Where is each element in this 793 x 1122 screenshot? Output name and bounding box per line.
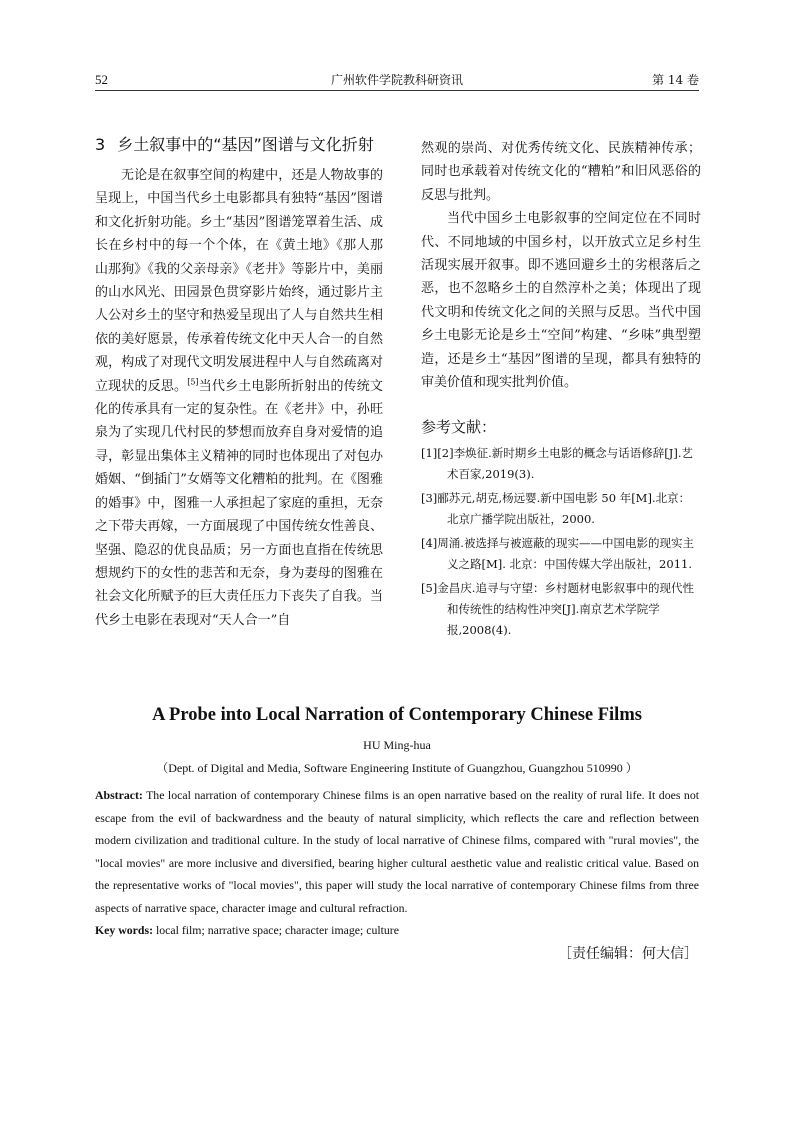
references-heading: 参考文献： xyxy=(421,418,497,437)
editor-note: ［责任编辑：何大信］ xyxy=(558,946,698,962)
reference-item: [5]金昌庆.追寻与守望：乡村题材电影叙事中的现代性和传统性的结构性冲突[J].南京艺术学院学报,2008(4). xyxy=(421,581,694,638)
reference-item: [3]郦苏元,胡克,杨远婴.新中国电影 50 年[M].北京：北京广播学院出版社，2000. xyxy=(421,491,691,527)
paragraph-tail: 当代乡土电影所折射出的传统文化的传承具有一定的复杂性。在 xyxy=(95,378,383,418)
journal-name: 广州软件学院教科研资讯 xyxy=(330,73,463,87)
reference-item: [4]周涌.被选择与被遮蔽的现实——中国电影的现实主义之路[M]. 北京：中国传媒大学出版社，2011. xyxy=(421,536,694,572)
reference-item: [1][2]李焕征.新时期乡土电影的概念与话语修辞[J].艺术百家,2019(3). xyxy=(421,446,693,482)
keywords-text: local film; narrative space; character image; culture xyxy=(153,923,399,937)
abstract-label: Abstract: xyxy=(95,788,143,802)
english-abstract xyxy=(95,784,699,919)
english-title: A Probe into Local Narration of Contemporary Chinese Films xyxy=(152,705,642,725)
english-author: HU Ming-hua xyxy=(363,738,431,752)
affiliation-school: Software Engineering Institute of Guangzhou xyxy=(303,761,523,775)
english-keywords xyxy=(95,919,699,942)
volume-label: 第 14 卷 xyxy=(652,73,699,87)
running-header xyxy=(95,68,699,91)
keywords-label: Key words: xyxy=(95,923,153,937)
body-paragraph: 当代中国乡土电影叙事的空间定位在不同时代、不同地域的中国乡村，以开放式立足乡村生活现实展开叙事。即不逃回避乡土的劣根落后之恶，也不忽略乡土的自然淳朴之美；体现出了现代文明和传统文化之间的关照与反思。当代中国乡土电影无论是乡土“空间”构建、“乡味”典型塑造，还是乡土“基因”图谱的呈现，都具有独特的审美价值和现实批判价值。 xyxy=(421,211,701,391)
section-title: 乡土叙事中的“基因”图谱与文化折射 xyxy=(117,135,374,154)
left-column xyxy=(95,132,383,632)
english-abstract-block xyxy=(95,705,699,942)
paragraph-text: 无论是在叙事空间的构建中，还是人物故事的呈现上，中国当代乡土电影都具有独特“基因”图谱和文化折射功能。乡土“基因”图谱笼罩着生活、成长在乡村中的每一个个体，在《黄土地》《那人那山那狗》《我的父亲母亲》《老井》等影片中，美丽的山水风光、田园景色贯穿影片始终，通过影片主人公对乡土的坚守和热爱呈现出了人与自然共生相依的美好愿景，传承着传统文化中天人合一的自然观，构成了对现代文明发展进程中人与自然疏离对立现状的反思。 xyxy=(95,168,383,394)
section-heading xyxy=(95,132,383,158)
body-paragraph xyxy=(95,164,383,632)
section-number: 3 xyxy=(95,135,106,154)
english-affiliation xyxy=(95,759,699,776)
affiliation-dept: （Dept. of Digital and Media, xyxy=(156,761,301,775)
right-column xyxy=(421,137,701,644)
page-number: 52 xyxy=(95,72,108,87)
affiliation-city: , Guangzhou 510990 ） xyxy=(522,761,638,775)
paragraph-continuation: 《老井》中，孙旺泉为了实现几代村民的梦想而放弃自身对爱情的追寻，彰显出集体主义精神的同时也体现出了对包办婚姻、“倒插门”女婿等文化糟粕的批判。在《图雅的婚事》中，图雅一人承担起了家庭的重担，无奈之下带夫再嫁，一方面展现了中国传统女性善良、坚强、隐忍的优良品质；另一方面也直指在传统思想规约下的女性的悲苦和无奈，身为妻母的图雅在社会文化所赋予的巨大责任压力下丧失了自我。当代乡土电影在表现对“天人合一”自 xyxy=(95,402,383,628)
body-paragraph: 然观的崇尚、对优秀传统文化、民族精神传承；同时也承载着对传统文化的“糟粕”和旧风恶俗的反思与批判。 xyxy=(421,141,701,203)
abstract-text: The local narration of contemporary Chinese films is an open narrative based on the reality of rural life. It does not escape from the evil of backwardness and the beauty of natural simplicity, which reflects the care and reflection between modern civilization and traditional culture. In the study of local narrative of Chinese films, compared with "rural movies", the "local movies" are more inclusive and diversified, bearing higher cultural aesthetic value and realistic critical value. Based on the representative works of "local movies", this paper will study the local narrative of contemporary Chinese films from three aspects of narrative space, character image and cultural refraction. xyxy=(95,788,699,915)
citation-mark: [5] xyxy=(187,377,199,387)
